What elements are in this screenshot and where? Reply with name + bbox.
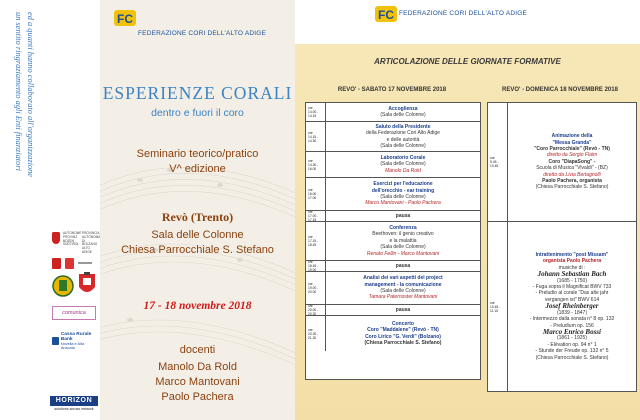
time-text: ore xyxy=(308,210,313,214)
schedule-line: Laboratorio Corale xyxy=(380,154,426,161)
time-text: 20.30 - 21.30 xyxy=(308,331,319,340)
region-shield-icon xyxy=(52,258,61,269)
saturday-heading: REVO' - SABATO 17 NOVEMBRE 2018 xyxy=(337,87,447,93)
schedule-line: - Stunde der Freude op. 132 n° 5 xyxy=(535,348,609,355)
venue-sala: Sala delle Colonne xyxy=(151,229,244,241)
schedule-row xyxy=(488,221,636,391)
schedule-content xyxy=(326,103,480,121)
schedule-line: (1839 - 1847) xyxy=(556,309,588,316)
schedule-line: "Messa Granda" xyxy=(552,139,592,146)
schedule-time xyxy=(306,261,326,271)
schedule-line: pausa xyxy=(395,212,411,219)
schedule-content xyxy=(326,316,480,351)
schedule-line: Manolo Da Rold xyxy=(385,167,421,174)
schedule-time xyxy=(306,316,326,351)
time-text: ore xyxy=(308,304,313,308)
schedule-time xyxy=(306,272,326,304)
schedule-line: e delle autorità xyxy=(386,136,420,143)
schedule-line: (Chiesa Parrocchiale S. Stefano) xyxy=(364,339,442,346)
provincia-label-it: PROVINCIA AUTONOMA DI BOLZANO ALTO ADIGE xyxy=(82,231,101,254)
time-text: ore xyxy=(308,282,313,286)
time-text: 16.00 - 17.00 xyxy=(308,192,319,200)
schedule-row xyxy=(306,221,480,260)
schedule-row xyxy=(306,177,480,210)
schedule-line: Marco Enrico Bossi xyxy=(543,327,601,336)
schedule-line: dell'orecchio - ear training xyxy=(371,187,435,194)
federazione-name: FEDERAZIONE CORI DELL'ALTO ADIGE xyxy=(138,30,267,37)
sunday-schedule-table xyxy=(487,102,637,392)
schedule-content xyxy=(326,272,480,304)
schedule-line: (1861 - 1925) xyxy=(556,335,588,342)
schedule-line: (Sala delle Colonne) xyxy=(380,194,426,200)
schedule-time xyxy=(306,305,326,315)
seminario-label: Seminario teorico/pratico xyxy=(136,148,259,160)
time-text: ore xyxy=(308,158,313,163)
schedule-line: diretto da Livia Bertagnolli xyxy=(543,171,601,178)
bank-mark-icon xyxy=(52,337,59,345)
docente-name: Manolo Da Rold xyxy=(158,361,237,373)
svg-text:FC: FC xyxy=(378,8,394,22)
time-text: ore xyxy=(308,188,313,192)
thanks-line-2: ed a quanti hanno collaborato all'organizzazione xyxy=(26,12,35,178)
time-text: 17.15 - 18.45 xyxy=(308,239,319,247)
svg-text:FC: FC xyxy=(117,12,133,26)
schedule-line: Tamara Paternoster Mantovani xyxy=(368,294,438,301)
schedule-content xyxy=(326,178,480,210)
trentino-shield-icon xyxy=(78,272,96,298)
schedule-line: - Preludium op. 156 xyxy=(550,322,594,329)
schedule-time xyxy=(488,103,508,221)
time-text: 20.00 - 20.30 xyxy=(308,308,319,316)
vertical-thanks-text xyxy=(4,10,48,270)
schedule-row xyxy=(306,210,480,221)
schedule-line: vergangen ist" BWV 614 xyxy=(544,296,600,303)
horizon-logo: HORIZON xyxy=(50,396,98,406)
location-title: Revò (Trento) xyxy=(161,210,234,224)
schedule-content xyxy=(326,305,480,315)
schedule-content xyxy=(508,222,636,391)
schedule-row xyxy=(306,151,480,177)
saturday-schedule-table xyxy=(305,102,481,380)
schedule-line: Coro "Maddalene" (Revò - TN) xyxy=(367,327,439,334)
schedule-line: organista Paolo Pachera xyxy=(542,258,602,265)
schedule-time xyxy=(306,122,326,151)
time-text: ore xyxy=(308,235,313,239)
time-text: ore xyxy=(308,260,313,264)
fc-logo-icon xyxy=(375,6,397,22)
schedule-row xyxy=(488,103,636,221)
time-text: 10.45 - 11.15 xyxy=(490,304,501,313)
event-dates: 17 - 18 novembre 2018 xyxy=(143,300,252,312)
venue-chiesa: Chiesa Parrocchiale S. Stefano xyxy=(121,244,274,256)
program-header xyxy=(295,0,640,44)
time-text: ore xyxy=(308,327,313,332)
edizione-label: V^ edizione xyxy=(169,163,226,175)
time-text: ore xyxy=(308,106,313,110)
schedule-line: Accoglienza xyxy=(388,105,418,112)
schedule-content xyxy=(326,122,480,151)
schedule-line: (Sala delle Colonne) xyxy=(380,244,426,251)
schedule-time xyxy=(306,178,326,210)
schedule-line: (Sala delle Colonne) xyxy=(380,288,426,294)
schedule-line: Scuola di Musica "Vivaldi" - (BZ) xyxy=(536,165,608,172)
schedule-row xyxy=(306,315,480,351)
time-text: ore xyxy=(490,300,495,305)
schedule-time xyxy=(306,222,326,260)
left-strip xyxy=(0,0,100,420)
cover-panel xyxy=(100,0,295,420)
schedule-line: Josef Rheinberger xyxy=(545,302,599,311)
schedule-line: - Elévation op. 94 n° 1 xyxy=(547,341,597,348)
docente-name: Marco Mantovani xyxy=(155,376,240,388)
schedule-row xyxy=(306,260,480,271)
schedule-line: e la malattia xyxy=(389,237,417,244)
page-title: ESPERIENZE CORALI xyxy=(102,83,293,103)
program-panel xyxy=(295,0,640,420)
sunday-heading: REVO' - DOMENICA 18 NOVEMBRE 2018 xyxy=(502,87,618,93)
docente-name: Paolo Pachera xyxy=(161,391,234,403)
provincia-label-de: AUTONOME PROVINZ BOZEN SÜDTIROL xyxy=(63,231,82,247)
time-text: 18.45 - 19.00 xyxy=(308,264,319,272)
schedule-time xyxy=(306,103,326,121)
schedule-content xyxy=(326,152,480,177)
schedule-line: - Intermezzo dalla sonata n° 8 op. 132 xyxy=(529,316,615,323)
horizon-tagline: solutions across network xyxy=(54,407,94,411)
time-text: 14.15 - 14.30 xyxy=(308,134,319,143)
schedule-line: Coro "DiapaSong" - xyxy=(548,158,596,165)
bank-title: Cassa Rurale Bank xyxy=(60,332,92,342)
schedule-line: pausa xyxy=(395,262,411,269)
schedule-line: (Sala delle Colonne) xyxy=(380,161,426,168)
bank-sub: Novella e Alta Anaunia xyxy=(60,342,85,350)
schedule-content xyxy=(326,261,480,271)
schedule-content xyxy=(326,211,480,221)
schedule-line: (Chiesa Parrocchiale S. Stefano) xyxy=(535,354,609,361)
schedule-line: Animazione della xyxy=(551,133,593,140)
time-text: 17.00 - 17.15 xyxy=(308,214,319,222)
schedule-line: (Chiesa Parrocchiale S. Stefano) xyxy=(535,184,609,191)
eagle-icon xyxy=(52,232,60,244)
schedule-line: Paolo Pachera, organista xyxy=(542,178,602,185)
schedule-line: (1685 - 1750) xyxy=(556,277,588,284)
time-text: 19.00 - 20.00 xyxy=(308,286,319,294)
time-text: 14.00 - 14.15 xyxy=(308,110,319,118)
federazione-name-right: FEDERAZIONE CORI DELL'ALTO ADIGE xyxy=(399,10,528,17)
provincia-logos xyxy=(52,231,101,254)
schedule-line: diretto da Sergio Flaim xyxy=(546,152,598,159)
schedule-line: management - la comunicazione xyxy=(364,281,442,288)
fc-logo-icon xyxy=(114,10,136,26)
docenti-label: docenti xyxy=(179,344,216,356)
time-text: ore xyxy=(490,156,495,160)
region-logos xyxy=(52,258,98,270)
schedule-line: musiche di : xyxy=(558,264,586,271)
schedule-line: Conferenza xyxy=(389,224,417,231)
schedule-line: - Fuga sopra il Magnificat BWV 733 xyxy=(532,284,612,291)
schedule-row xyxy=(306,121,480,151)
schedule-line: pausa xyxy=(395,306,411,313)
schedule-time xyxy=(306,152,326,177)
schedule-row xyxy=(306,304,480,315)
region-shield-icon-2 xyxy=(65,258,74,269)
schedule-line: Analisi dei vari aspetti del project xyxy=(363,275,443,282)
schedule-time xyxy=(488,222,508,391)
region-label-bar xyxy=(78,262,92,264)
schedule-line: della Federazione Cori Alto Adige xyxy=(366,130,440,137)
schedule-line: (Sala delle Colonne) xyxy=(380,142,426,149)
schedule-content xyxy=(508,103,636,221)
schedule-content xyxy=(326,222,480,260)
page-subtitle: dentro e fuori il coro xyxy=(151,107,244,119)
comunica-logo xyxy=(52,306,96,320)
schedule-line: Beethoven: il genio creativo xyxy=(372,231,434,238)
cassa-rurale-bank-logo xyxy=(52,332,98,350)
thanks-line-1: un sentito ringraziamento agli Enti finanziatori xyxy=(14,12,23,171)
schedule-row xyxy=(306,103,480,121)
schedule-line: Concerto xyxy=(392,320,414,327)
schedule-row xyxy=(306,271,480,304)
schedule-line: Marco Mantovani - Paolo Pachera xyxy=(365,200,441,207)
schedule-line: Coro Lirico "G. Verdi" (Bolzano) xyxy=(365,333,441,340)
schedule-line: Saluto della Presidente xyxy=(375,123,431,130)
municipal-crest-icon xyxy=(52,274,74,298)
program-heading: ARTICOLAZIONE DELLE GIORNATE FORMATIVE xyxy=(374,57,561,66)
schedule-line: - Preludio al corale "Das alte jahr xyxy=(535,290,609,297)
schedule-line: Renato Fellin - Marco Mantovani xyxy=(366,250,440,257)
time-text: 9.45 - 10.45 xyxy=(490,160,499,168)
schedule-line: Intrattenimento "post Missam" xyxy=(535,252,609,259)
schedule-line: "Coro Parrocchiale" (Revò - TN) xyxy=(534,145,610,152)
time-text: 14.30 - 16.00 xyxy=(308,162,319,171)
comunica-text: comunica xyxy=(62,310,86,316)
schedule-time xyxy=(306,211,326,221)
schedule-line: Johann Sebastian Bach xyxy=(537,270,607,279)
schedule-line: Esercizi per l'educazione xyxy=(373,181,433,188)
time-text: ore xyxy=(308,130,313,135)
schedule-line: (Sala delle Colonne) xyxy=(380,112,426,118)
